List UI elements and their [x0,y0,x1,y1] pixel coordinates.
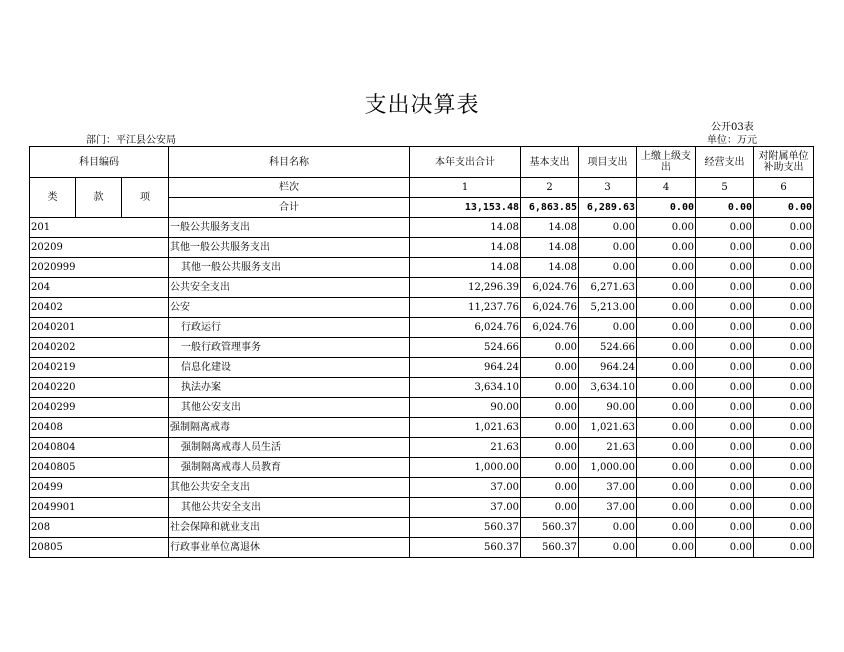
row-business: 0.00 [696,458,754,478]
table-code: 公开03表 [711,122,754,133]
header-basic: 基本支出 [521,147,579,178]
table-row [30,218,814,238]
row-business: 0.00 [696,398,754,418]
row-code: 20805 [30,538,169,558]
row-code: 2040202 [30,338,169,358]
table-row [30,478,814,498]
table-row [30,318,814,338]
total-upper: 0.00 [637,198,696,218]
row-business: 0.00 [696,378,754,398]
header-total: 本年支出合计 [410,147,521,178]
row-subsidy: 0.00 [754,338,814,358]
row-total: 14.08 [410,218,521,238]
row-business: 0.00 [696,518,754,538]
row-upper: 0.00 [637,398,696,418]
row-name: 一般公共服务支出 [169,218,410,238]
row-code: 208 [30,518,169,538]
page-title: 支出决算表 [364,93,480,118]
row-code: 20402 [30,298,169,318]
row-total: 524.66 [410,338,521,358]
total-business: 0.00 [696,198,754,218]
row-code: 2040804 [30,438,169,458]
row-subsidy: 0.00 [754,458,814,478]
row-subsidy: 0.00 [754,258,814,278]
table-row [30,458,814,478]
row-upper: 0.00 [637,298,696,318]
row-upper: 0.00 [637,338,696,358]
col-index-2: 2 [521,178,579,198]
row-name: 行政事业单位离退休 [169,538,410,558]
row-upper: 0.00 [637,538,696,558]
row-upper: 0.00 [637,418,696,438]
total-basic: 6,863.85 [521,198,579,218]
row-project: 0.00 [579,518,637,538]
col-index-4: 4 [637,178,696,198]
row-subsidy: 0.00 [754,418,814,438]
row-basic: 0.00 [521,438,579,458]
row-basic: 560.37 [521,538,579,558]
header-lei: 类 [30,178,76,218]
row-basic: 560.37 [521,518,579,538]
table-row [30,338,814,358]
row-upper: 0.00 [637,478,696,498]
row-basic: 6,024.76 [521,278,579,298]
row-subsidy: 0.00 [754,518,814,538]
header-project: 项目支出 [579,147,637,178]
row-subsidy: 0.00 [754,218,814,238]
row-upper: 0.00 [637,318,696,338]
row-business: 0.00 [696,478,754,498]
row-project: 37.00 [579,498,637,518]
row-code: 2040299 [30,398,169,418]
row-subsidy: 0.00 [754,398,814,418]
expenditure-table [29,146,814,558]
row-code: 20209 [30,238,169,258]
row-project: 37.00 [579,478,637,498]
row-project: 0.00 [579,538,637,558]
header-row [30,147,814,178]
row-code: 2020999 [30,258,169,278]
row-total: 37.00 [410,478,521,498]
row-name: 强制隔离戒毒人员生活 [169,438,410,458]
row-business: 0.00 [696,538,754,558]
row-total: 1,021.63 [410,418,521,438]
row-subsidy: 0.00 [754,478,814,498]
header-subsidy: 对附属单位补助支出 [754,147,814,178]
row-business: 0.00 [696,218,754,238]
row-basic: 14.08 [521,238,579,258]
row-name: 公共安全支出 [169,278,410,298]
row-basic: 0.00 [521,418,579,438]
row-basic: 14.08 [521,258,579,278]
row-code: 201 [30,218,169,238]
header-xiang: 项 [122,178,169,218]
header-kuan: 款 [76,178,122,218]
row-upper: 0.00 [637,358,696,378]
row-project: 524.66 [579,338,637,358]
row-total: 6,024.76 [410,318,521,338]
row-business: 0.00 [696,438,754,458]
row-total: 964.24 [410,358,521,378]
row-business: 0.00 [696,238,754,258]
row-business: 0.00 [696,258,754,278]
table-row [30,278,814,298]
row-basic: 6,024.76 [521,318,579,338]
row-name: 强制隔离戒毒人员教育 [169,458,410,478]
col-index-5: 5 [696,178,754,198]
row-project: 0.00 [579,258,637,278]
table-row [30,438,814,458]
row-basic: 0.00 [521,398,579,418]
row-basic: 0.00 [521,478,579,498]
row-business: 0.00 [696,318,754,338]
row-project: 5,213.00 [579,298,637,318]
header-lanci: 栏次 [169,178,410,198]
row-total: 14.08 [410,258,521,278]
row-subsidy: 0.00 [754,238,814,258]
row-name: 公安 [169,298,410,318]
row-code: 2049901 [30,498,169,518]
row-business: 0.00 [696,278,754,298]
row-name: 社会保障和就业支出 [169,518,410,538]
row-project: 90.00 [579,398,637,418]
row-name: 行政运行 [169,318,410,338]
row-total: 560.37 [410,538,521,558]
col-index-1: 1 [410,178,521,198]
header-subject-name: 科目名称 [169,147,410,178]
total-label: 合计 [169,198,410,218]
row-name: 其他一般公共服务支出 [169,258,410,278]
table-row [30,418,814,438]
row-total: 90.00 [410,398,521,418]
row-basic: 0.00 [521,338,579,358]
row-project: 3,634.10 [579,378,637,398]
row-upper: 0.00 [637,378,696,398]
unit-label: 单位：万元 [707,135,757,146]
table-row [30,238,814,258]
row-total: 560.37 [410,518,521,538]
row-total: 37.00 [410,498,521,518]
department-label: 部门：平江县公安局 [86,135,176,146]
row-total: 21.63 [410,438,521,458]
header-business: 经营支出 [696,147,754,178]
table-row [30,298,814,318]
row-upper: 0.00 [637,258,696,278]
row-name: 其他一般公共服务支出 [169,238,410,258]
row-name: 其他公安支出 [169,398,410,418]
col-index-3: 3 [579,178,637,198]
row-name: 强制隔离戒毒 [169,418,410,438]
table-row [30,398,814,418]
row-subsidy: 0.00 [754,358,814,378]
row-subsidy: 0.00 [754,538,814,558]
row-subsidy: 0.00 [754,318,814,338]
row-project: 0.00 [579,218,637,238]
row-business: 0.00 [696,358,754,378]
table-row [30,518,814,538]
row-upper: 0.00 [637,218,696,238]
table-row [30,538,814,558]
row-subsidy: 0.00 [754,298,814,318]
table-row [30,358,814,378]
table-row [30,498,814,518]
row-project: 964.24 [579,358,637,378]
row-total: 14.08 [410,238,521,258]
total-subsidy: 0.00 [754,198,814,218]
row-basic: 0.00 [521,378,579,398]
row-subsidy: 0.00 [754,438,814,458]
table-row [30,258,814,278]
row-code: 20499 [30,478,169,498]
row-basic: 0.00 [521,358,579,378]
row-code: 2040220 [30,378,169,398]
row-name: 信息化建设 [169,358,410,378]
row-basic: 6,024.76 [521,298,579,318]
row-name: 其他公共安全支出 [169,498,410,518]
row-business: 0.00 [696,498,754,518]
table-row [30,378,814,398]
row-project: 0.00 [579,238,637,258]
row-basic: 14.08 [521,218,579,238]
total-project: 6,289.63 [579,198,637,218]
row-code: 204 [30,278,169,298]
total-total: 13,153.48 [410,198,521,218]
header-upper: 上缴上级支出 [637,147,696,178]
row-basic: 0.00 [521,458,579,478]
row-basic: 0.00 [521,498,579,518]
row-project: 21.63 [579,438,637,458]
row-upper: 0.00 [637,438,696,458]
col-index-6: 6 [754,178,814,198]
row-total: 12,296.39 [410,278,521,298]
row-upper: 0.00 [637,278,696,298]
row-subsidy: 0.00 [754,498,814,518]
row-project: 1,021.63 [579,418,637,438]
row-name: 一般行政管理事务 [169,338,410,358]
header-subject-code: 科目编码 [30,147,169,178]
row-code: 2040805 [30,458,169,478]
row-business: 0.00 [696,338,754,358]
column-index-row [30,178,814,198]
row-project: 1,000.00 [579,458,637,478]
row-project: 6,271.63 [579,278,637,298]
row-name: 执法办案 [169,378,410,398]
row-total: 1,000.00 [410,458,521,478]
row-subsidy: 0.00 [754,278,814,298]
row-code: 20408 [30,418,169,438]
row-project: 0.00 [579,318,637,338]
row-subsidy: 0.00 [754,378,814,398]
row-code: 2040219 [30,358,169,378]
row-business: 0.00 [696,298,754,318]
row-code: 2040201 [30,318,169,338]
row-upper: 0.00 [637,458,696,478]
row-business: 0.00 [696,418,754,438]
row-upper: 0.00 [637,518,696,538]
row-upper: 0.00 [637,498,696,518]
row-total: 3,634.10 [410,378,521,398]
row-total: 11,237.76 [410,298,521,318]
row-upper: 0.00 [637,238,696,258]
row-name: 其他公共安全支出 [169,478,410,498]
